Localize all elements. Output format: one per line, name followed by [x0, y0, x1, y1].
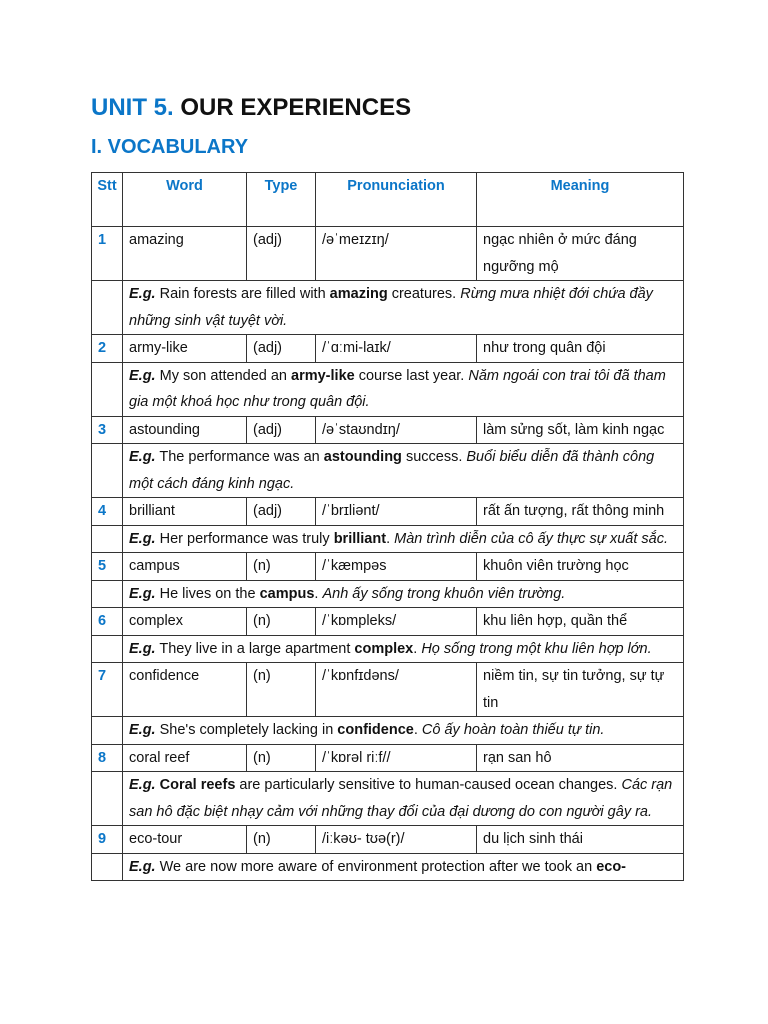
entry-type: (n): [247, 826, 316, 854]
unit-number: UNIT 5.: [91, 94, 174, 121]
example-text: .: [413, 640, 422, 657]
example-keyword: Coral reefs: [159, 777, 236, 793]
example-keyword: amazing: [329, 286, 388, 302]
entry-number: 4: [92, 498, 123, 526]
entry-number: 9: [92, 826, 123, 854]
example-text: Her performance was truly: [155, 530, 334, 547]
column-header-meaning: Meaning: [477, 173, 684, 227]
example-row: [92, 444, 684, 498]
example-sentence: [123, 717, 684, 745]
example-translation: Rừng mưa nhiệt đới chứa đầy những sinh vật tuyệt vời.: [129, 286, 653, 329]
example-text: The performance was an: [155, 449, 324, 465]
entry-meaning: khu liên hợp, quần thể: [477, 608, 684, 636]
column-header-stt: Stt: [92, 173, 123, 227]
table-row: [92, 608, 684, 636]
example-label: E.g.: [129, 449, 156, 465]
example-sentence: [123, 362, 684, 416]
vocabulary-table: [91, 172, 684, 881]
entry-meaning: ngạc nhiên ở mức đáng ngưỡng mộ: [477, 227, 684, 281]
example-row: [92, 580, 684, 608]
entry-pronunciation: /ˈkɒmpleks/: [316, 608, 477, 636]
example-translation: Năm ngoái con trai tôi đã tham gia một khoá học như trong quân đội.: [129, 367, 666, 410]
example-translation: Họ sống trong một khu liên hợp lớn.: [421, 640, 652, 657]
entry-meaning: rạn san hô: [477, 744, 684, 772]
example-row: [92, 717, 684, 745]
example-keyword: complex: [354, 640, 414, 657]
example-keyword: confidence: [337, 722, 414, 738]
example-text: My son attended an: [155, 367, 292, 384]
entry-type: (adj): [247, 227, 316, 281]
entry-word: campus: [123, 553, 247, 581]
example-sentence: [123, 281, 684, 335]
entry-number: 6: [92, 608, 123, 636]
example-empty-cell: [92, 362, 123, 416]
example-row: [92, 525, 684, 553]
example-row: [92, 853, 684, 881]
example-sentence: [123, 772, 684, 826]
example-sentence: [123, 580, 684, 608]
table-row: [92, 227, 684, 281]
entry-type: (n): [247, 553, 316, 581]
entry-pronunciation: /ˈkɒrəl riːf//: [316, 744, 477, 772]
entry-meaning: khuôn viên trường học: [477, 553, 684, 581]
example-label: E.g.: [129, 640, 156, 657]
example-text: He lives on the: [155, 585, 260, 602]
example-row: [92, 362, 684, 416]
example-sentence: [123, 853, 684, 881]
entry-number: 1: [92, 227, 123, 281]
entry-pronunciation: /ˈbrɪliənt/: [316, 498, 477, 526]
example-row: [92, 635, 684, 663]
table-row: [92, 553, 684, 581]
entry-pronunciation: /iːkəʊ- tʊə(r)/: [316, 826, 477, 854]
example-translation: Cô ấy hoàn toàn thiếu tự tin.: [421, 722, 605, 738]
example-label: E.g.: [129, 777, 156, 793]
example-row: [92, 772, 684, 826]
unit-name: OUR EXPERIENCES: [180, 94, 412, 121]
entry-number: 7: [92, 663, 123, 717]
example-sentence: [123, 444, 684, 498]
entry-meaning: như trong quân đội: [477, 335, 684, 363]
example-text: are particularly sensitive to human-caused ocean changes.: [235, 777, 622, 793]
entry-meaning: du lịch sinh thái: [477, 826, 684, 854]
entry-type: (adj): [247, 498, 316, 526]
entry-number: 3: [92, 416, 123, 444]
entry-pronunciation: /əˈmeɪzɪŋ/: [316, 227, 477, 281]
example-sentence: [123, 635, 684, 663]
entry-type: (n): [247, 663, 316, 717]
unit-title: [91, 93, 411, 123]
example-keyword: army-like: [291, 367, 355, 384]
example-keyword: astounding: [323, 449, 402, 465]
table-row: [92, 416, 684, 444]
example-keyword: eco-: [596, 858, 627, 875]
table-row: [92, 663, 684, 717]
example-sentence: [123, 525, 684, 553]
entry-word: brilliant: [123, 498, 247, 526]
example-translation: Anh ấy sống trong khuôn viên trường.: [322, 585, 566, 602]
example-text: They live in a large apartment: [155, 640, 355, 657]
example-label: E.g.: [129, 286, 156, 302]
example-keyword: brilliant: [333, 530, 387, 547]
example-text: .: [413, 722, 422, 738]
example-label: E.g.: [129, 530, 156, 547]
example-text: .: [314, 585, 323, 602]
entry-word: complex: [123, 608, 247, 636]
example-row: [92, 281, 684, 335]
example-label: E.g.: [129, 585, 156, 602]
example-empty-cell: [92, 635, 123, 663]
entry-pronunciation: /ˈɑːmi-laɪk/: [316, 335, 477, 363]
example-empty-cell: [92, 525, 123, 553]
example-text: .: [386, 530, 395, 547]
example-label: E.g.: [129, 722, 156, 738]
table-row: [92, 335, 684, 363]
example-keyword: campus: [259, 585, 315, 602]
example-text: course last year.: [354, 367, 469, 384]
entry-word: confidence: [123, 663, 247, 717]
example-empty-cell: [92, 580, 123, 608]
example-translation: Các rạn san hô đặc biệt nhạy cảm với những thay đổi của đại dương do con người gây ra.: [129, 777, 673, 820]
entry-word: amazing: [123, 227, 247, 281]
example-empty-cell: [92, 444, 123, 498]
entry-number: 8: [92, 744, 123, 772]
entry-word: army-like: [123, 335, 247, 363]
entry-word: astounding: [123, 416, 247, 444]
entry-type: (n): [247, 744, 316, 772]
example-text: We are now more aware of environment protection after we took an: [155, 858, 597, 875]
entry-pronunciation: /ˈkæmpəs: [316, 553, 477, 581]
entry-meaning: niềm tin, sự tin tưởng, sự tự tin: [477, 663, 684, 717]
entry-word: coral reef: [123, 744, 247, 772]
example-empty-cell: [92, 281, 123, 335]
entry-pronunciation: /ˈkɒnfɪdəns/: [316, 663, 477, 717]
entry-number: 2: [92, 335, 123, 363]
example-empty-cell: [92, 853, 123, 881]
example-text: She's completely lacking in: [155, 722, 338, 738]
section-title: I. VOCABULARY: [91, 136, 249, 158]
entry-meaning: rất ấn tượng, rất thông minh: [477, 498, 684, 526]
entry-meaning: làm sửng sốt, làm kinh ngạc: [477, 416, 684, 444]
column-header-type: Type: [247, 173, 316, 227]
example-text: Rain forests are filled with: [155, 286, 330, 302]
example-text: creatures.: [387, 286, 461, 302]
example-label: E.g.: [129, 858, 156, 875]
example-empty-cell: [92, 772, 123, 826]
entry-number: 5: [92, 553, 123, 581]
entry-word: eco-tour: [123, 826, 247, 854]
example-label: E.g.: [129, 367, 156, 384]
example-empty-cell: [92, 717, 123, 745]
column-header-pronunciation: Pronunciation: [316, 173, 477, 227]
table-header-row: [92, 173, 684, 227]
entry-type: (adj): [247, 335, 316, 363]
entry-type: (n): [247, 608, 316, 636]
example-translation: Màn trình diễn của cô ấy thực sự xuất sắc.: [394, 530, 668, 547]
example-translation: Buổi biểu diễn đã thành công một cách đáng kinh ngạc.: [129, 449, 655, 492]
table-row: [92, 498, 684, 526]
column-header-word: Word: [123, 173, 247, 227]
entry-type: (adj): [247, 416, 316, 444]
table-row: [92, 744, 684, 772]
entry-pronunciation: /əˈstaʊndɪŋ/: [316, 416, 477, 444]
example-text: success.: [401, 449, 467, 465]
table-row: [92, 826, 684, 854]
